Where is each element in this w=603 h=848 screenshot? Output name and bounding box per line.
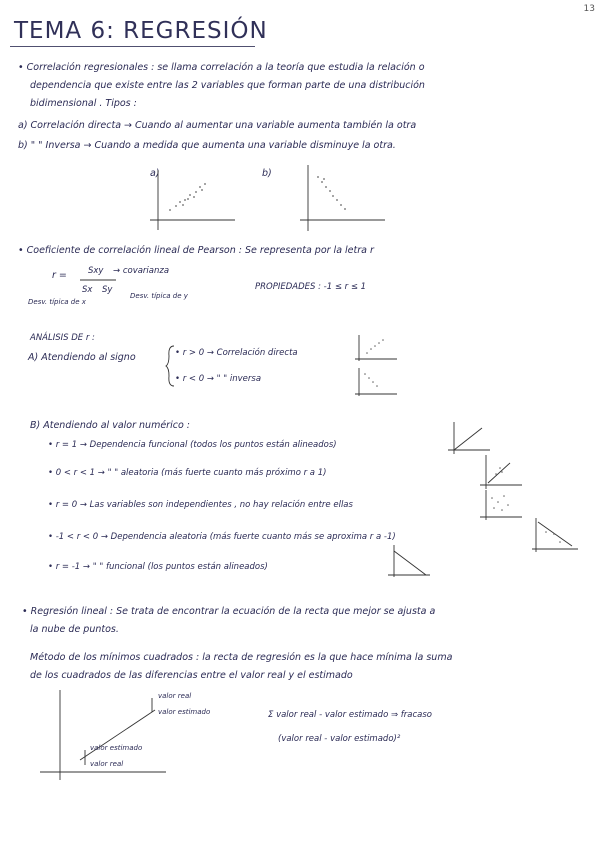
estimated-value-label-top: valor estimado xyxy=(158,708,211,716)
graph-inverse-correlation xyxy=(300,165,390,233)
inverse-correlation-text: b) " " Inversa → Cuando a medida que aumenta una variable disminuye la otra. xyxy=(18,140,396,151)
direct-correlation-text: a) Correlación directa → Cuando al aumentar una variable aumenta también la otra xyxy=(18,120,417,131)
desv-y-label: Desv. típica de y xyxy=(130,292,188,300)
graph-r-positive-random xyxy=(480,455,525,493)
graph-r-positive xyxy=(355,335,400,365)
pearson-text: • Coeficiente de correlación lineal de Pearson : Se representa por la letra r xyxy=(18,245,374,256)
title-underline xyxy=(10,46,255,47)
estimated-value-label-bottom: valor estimado xyxy=(90,744,143,752)
sy-label: Sy xyxy=(102,285,113,295)
properties-text: PROPIEDADES : -1 ≤ r ≤ 1 xyxy=(255,282,367,292)
graph-r-negative-random xyxy=(532,518,580,556)
least-squares-text-1: Método de los mínimos cuadrados : la recta de regresión es la que hace mínima la suma xyxy=(30,652,453,663)
graph-r-neg1 xyxy=(388,545,433,581)
correlation-text-line-2: dependencia que existe entre las 2 variables que forman parte de una distribución xyxy=(30,80,425,91)
r-equals-1-text: • r = 1 → Dependencia funcional (todos los puntos están alineados) xyxy=(48,440,337,450)
regression-graph xyxy=(40,690,170,785)
sum-difference-text: Σ valor real - valor estimado ⇒ fracaso xyxy=(268,710,433,720)
r-negative-text: • r < 0 → " " inversa xyxy=(175,374,262,384)
correlation-text-line-3: bidimensional . Tipos : xyxy=(30,98,137,109)
sxy-label: Sxy xyxy=(88,266,104,276)
real-value-label-top: valor real xyxy=(158,692,192,700)
graph-direct-correlation xyxy=(150,170,240,232)
desv-x-label: Desv. típica de x xyxy=(28,298,86,306)
linear-regression-text-1: • Regresión lineal : Se trata de encontrar la ecuación de la recta que mejor se ajusta a xyxy=(22,606,436,617)
r-equals: r = xyxy=(52,270,67,281)
covariance-label: → covarianza xyxy=(113,266,170,276)
r-equals-neg1-text: • r = -1 → " " funcional (los puntos están alineados) xyxy=(48,562,268,572)
linear-regression-text-2: la nube de puntos. xyxy=(30,624,119,635)
page-title: TEMA 6: REGRESIÓN xyxy=(14,18,268,44)
page-number: 13 xyxy=(583,4,595,14)
sx-label: Sx xyxy=(82,285,93,295)
correlation-text-line-1: • Correlación regresionales : se llama correlación a la teoría que estudia la relación o xyxy=(18,62,425,73)
squared-difference-text: (valor real - valor estimado)² xyxy=(278,734,401,744)
graph-b-label: b) xyxy=(262,168,272,179)
fraction-bar xyxy=(80,278,120,282)
graph-r-negative xyxy=(355,368,400,400)
graph-r-1 xyxy=(448,422,493,458)
r-equals-0-text: • r = 0 → Las variables son independientes , no hay relación entre ellas xyxy=(48,500,353,510)
graph-a-label: a) xyxy=(150,168,160,179)
r-between-neg1-0-text: • -1 < r < 0 → Dependencia aleatoria (más fuerte cuanto más se aproxima r a -1) xyxy=(48,532,396,542)
analysis-heading: ANÁLISIS DE r : xyxy=(30,333,95,343)
analysis-by-sign: A) Atendiendo al signo xyxy=(28,352,136,363)
r-between-0-1-text: • 0 < r < 1 → " " aleatoria (más fuerte cuanto más próximo r a 1) xyxy=(48,468,327,478)
real-value-label-bottom: valor real xyxy=(90,760,124,768)
graph-r-0 xyxy=(480,490,525,524)
least-squares-text-2: de los cuadrados de las diferencias entre el valor real y el estimado xyxy=(30,670,353,681)
r-positive-text: • r > 0 → Correlación directa xyxy=(175,348,298,358)
analysis-by-value: B) Atendiendo al valor numérico : xyxy=(30,420,190,431)
